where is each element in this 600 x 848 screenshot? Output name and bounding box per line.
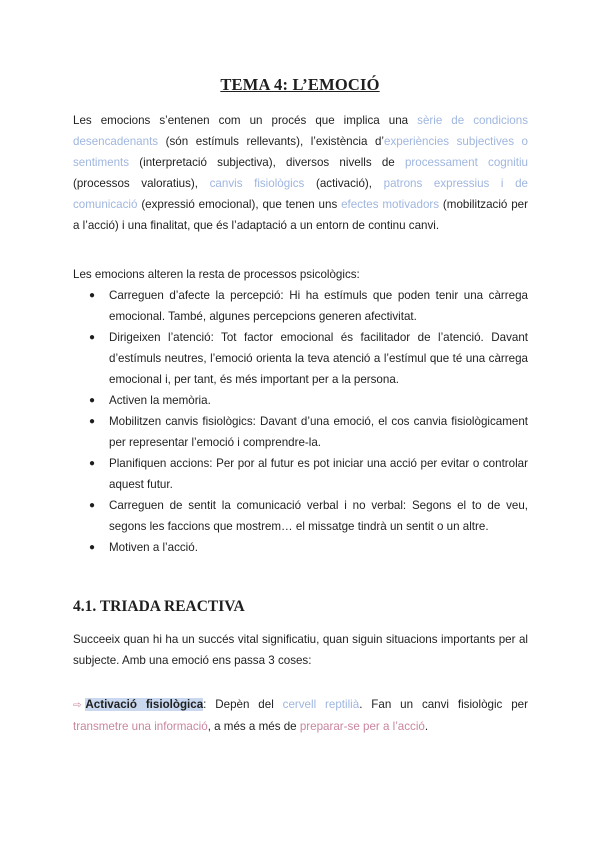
list-item-text: Carreguen d’afecte la percepció: Hi ha estímuls que poden tenir una càrrega emocional. També, algunes percepcions generen afectivitat. [109,289,528,323]
intro-term-processing: processament cognitiu [404,156,528,169]
bullet-icon: ● [89,542,96,553]
bullet-icon: ● [89,290,96,301]
list-item-text: Activen la memòria. [109,394,211,407]
bullet-icon: ● [89,416,96,427]
list-item [73,327,528,390]
list-item [73,411,528,453]
section-heading: 4.1. TRIADA REACTIVA [73,598,245,615]
intro-text-5: (activació), [304,177,384,190]
intro-paragraph [73,110,528,236]
triad-item [73,694,528,737]
highlighted-term: Activació fisiològica [85,698,204,711]
list-item [73,285,528,327]
intro-text-2: (són estímuls rellevants), l’existència d’ [158,135,384,148]
list-item-text: Carreguen de sentit la comunicació verbal i no verbal: Segons el to de veu, segons les faccions que mostrem… el missatge tindrà un sentit o un altre. [109,499,528,533]
bullet-icon: ● [89,332,96,343]
intro-text-6: (expressió emocional), que tenen uns [137,198,342,211]
triad-text-4: . [424,720,429,733]
page-title: TEMA 4: L’EMOCIÓ [220,75,380,94]
arrow-right-icon: ⇨ [73,700,82,711]
bullet-icon: ● [89,458,96,469]
list-item [73,495,528,537]
list-item-text: Dirigeixen l’atenció: Tot factor emocional és facilitador de l’atenció. Davant d’estímuls neutres, l’emoció orienta la teva atenció a l’estímul que té una càrrega emocional i, per tant, és més important per a la persona. [109,331,528,386]
intro-term-effects: efectes motivadors [341,198,440,211]
list-item-text: Planifiquen accions: Per por al futur es pot iniciar una acció per evitar o controlar aquest futur. [109,457,528,491]
intro-text-4: (processos valoratius), [73,177,210,190]
section-paragraph: Succeeix quan hi ha un succés vital significatiu, quan siguin situacions importants per al subjecte. Amb una emoció ens passa 3 coses: [73,633,528,667]
triad-text-3: , a més a més de [207,720,300,733]
list-item [73,537,528,558]
triad-term-brain: cervell reptilià [282,698,360,711]
intro-term-experiences: experiències subjectives o sentiments [73,135,528,169]
triad-term-transmit: transmetre una informació [73,720,208,733]
intro-text-1: Les emocions s’entenen com un procés que implica una [73,114,418,127]
bullet-icon: ● [89,395,96,406]
intro-text-7: (mobilització per a l’acció) i una finalitat, que és l’adaptació a un entorn de continu canvi. [73,198,528,232]
list-intro: Les emocions alteren la resta de processos psicològics: [73,268,360,281]
bullet-icon: ● [89,500,96,511]
bullet-list [73,285,528,558]
list-item-text: Motiven a l’acció. [109,541,198,554]
intro-text-3: (interpretació subjectiva), diversos nivells de [129,156,405,169]
list-item [73,390,528,411]
triad-text-1: : Depèn del [203,698,283,711]
triad-term-prepare: preparar-se per a l’acció [299,720,425,733]
intro-term-physiological: canvis fisiològics [209,177,305,190]
intro-term-conditions: sèrie de condicions desencadenants [73,114,529,148]
triad-text-2: . Fan un canvi fisiològic per [359,698,528,711]
list-item [73,453,528,495]
intro-term-patterns: patrons expressius i de comunicació [73,177,529,211]
list-item-text: Mobilitzen canvis fisiològics: Davant d’una emoció, el cos canvia fisiològicament per representar l’emoció i comprendre-la. [109,415,528,449]
